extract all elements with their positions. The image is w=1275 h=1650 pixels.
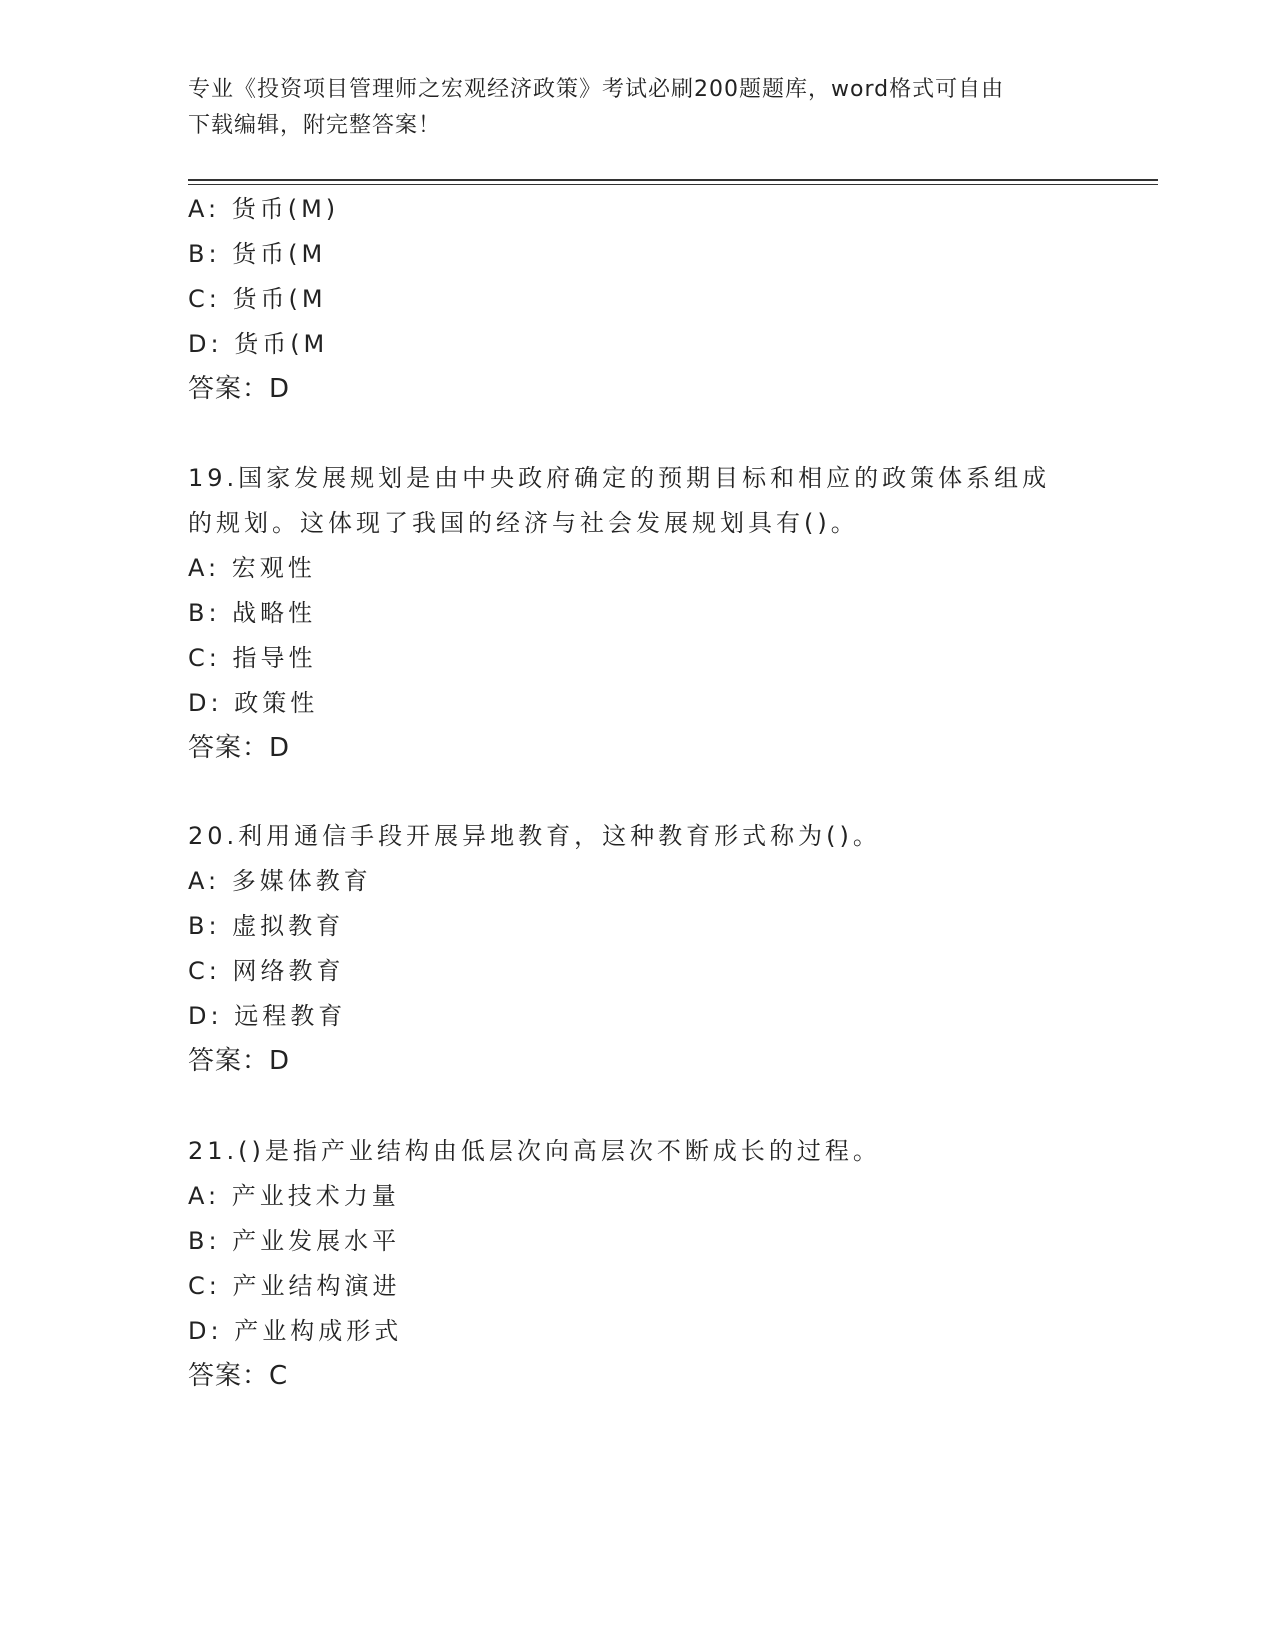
q21-stem-line-1: 21.()是指产业结构由低层次向高层次不断成长的过程。 [188,1137,881,1165]
q19-option-d: D: 政策性 [188,689,319,717]
q20-option-c: C: 网络教育 [188,957,345,985]
q19-answer: 答案：D [188,733,291,763]
header-rule-thick [188,179,1158,181]
q20-answer: 答案：D [188,1046,291,1076]
q20-option-b: B: 虚拟教育 [188,912,345,940]
q19-option-b: B: 战略性 [188,599,317,627]
q20-option-a: A: 多媒体教育 [188,867,372,895]
q20-stem-line-1: 20.利用通信手段开展异地教育，这种教育形式称为()。 [188,822,881,850]
prev-answer: 答案：D [188,374,291,404]
q21-option-b: B: 产业发展水平 [188,1227,401,1255]
q19-option-c: C: 指导性 [188,644,317,672]
prev-option-c: C: 货币(M [188,285,327,313]
header-line-2: 下载编辑，附完整答案！ [188,113,442,138]
prev-option-b: B: 货币(M [188,240,327,268]
q21-option-d: D: 产业构成形式 [188,1317,403,1345]
q19-stem-line-1: 19.国家发展规划是由中央政府确定的预期目标和相应的政策体系组成 [188,464,1051,492]
q19-option-a: A: 宏观性 [188,554,316,582]
q21-answer: 答案：C [188,1361,289,1391]
prev-option-d: D: 货币(M [188,330,329,358]
document-header [188,72,1068,144]
header-rule-thin [188,184,1158,185]
q20-option-d: D: 远程教育 [188,1002,347,1030]
prev-option-a: A: 货币(M) [188,195,340,223]
q19-stem-line-2: 的规划。这体现了我国的经济与社会发展规划具有()。 [188,509,859,537]
q21-option-a: A: 产业技术力量 [188,1182,400,1210]
header-line-1: 专业《投资项目管理师之宏观经济政策》考试必刷200题题库，word格式可自由 [188,77,1005,102]
q21-option-c: C: 产业结构演进 [188,1272,401,1300]
